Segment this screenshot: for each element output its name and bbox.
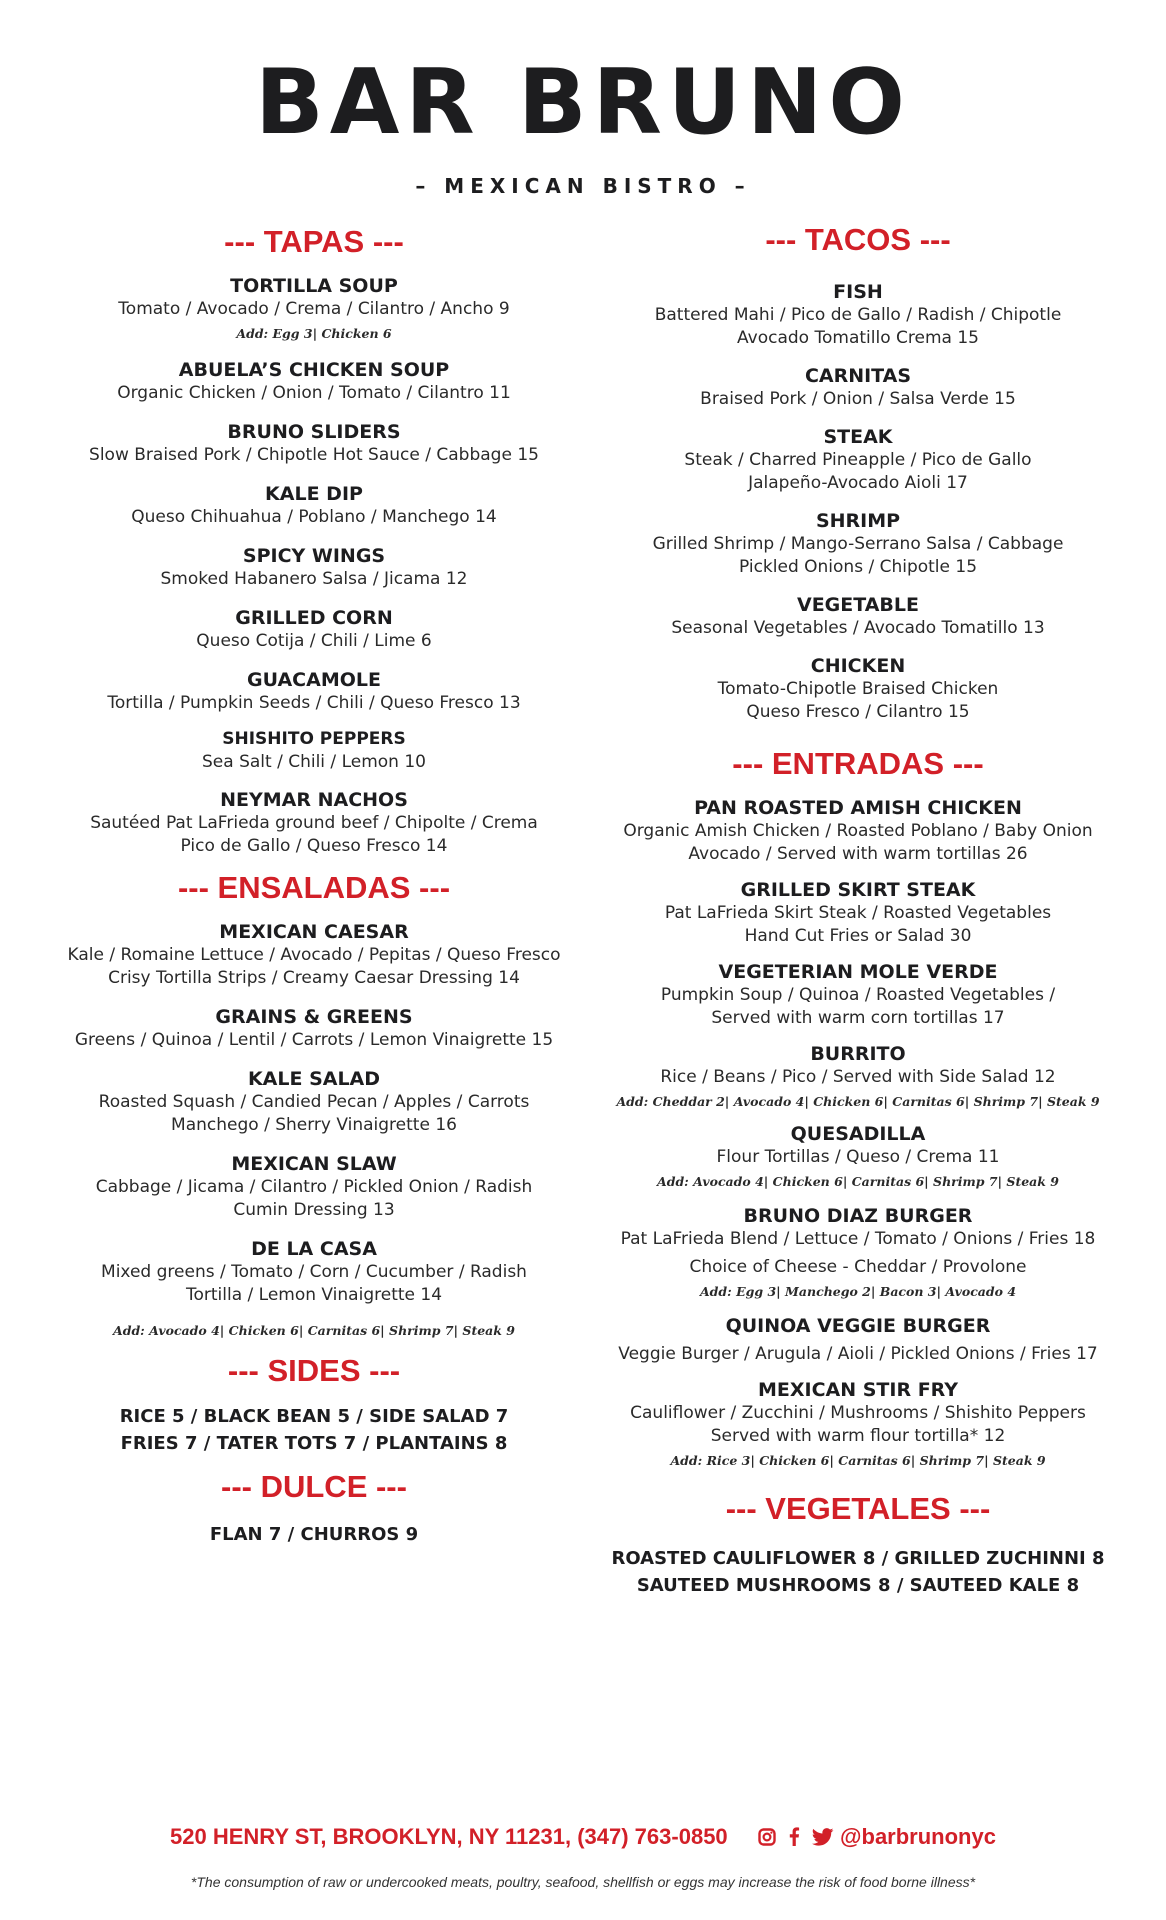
menu-item — [40, 668, 588, 715]
sides-line: RICE 5 / BLACK BEAN 5 / SIDE SALAD 7 — [119, 1406, 509, 1427]
item-name: VEGETERIAN MOLE VERDE — [718, 961, 998, 983]
menu-item — [40, 727, 588, 774]
menu-item — [590, 593, 1126, 640]
menu-item — [590, 1378, 1126, 1471]
item-name: TORTILLA SOUP — [230, 275, 398, 297]
item-name: NEYMAR NACHOS — [220, 789, 408, 811]
item-name: DE LA CASA — [251, 1238, 377, 1260]
menu-item — [590, 878, 1126, 948]
item-description: Tortilla / Lemon Vinaigrette 14 — [185, 1285, 443, 1305]
item-addons: Add: Avocado 4| Chicken 6| Carnitas 6| Shrimp 7| Steak 9 — [657, 1174, 1059, 1189]
item-name: MEXICAN CAESAR — [219, 921, 409, 943]
item-name: QUINOA VEGGIE BURGER — [725, 1315, 991, 1337]
item-name: GRILLED SKIRT STEAK — [740, 879, 976, 901]
item-name: MEXICAN SLAW — [231, 1153, 397, 1175]
item-name: SPICY WINGS — [242, 545, 386, 567]
item-description: Queso Cotija / Chili / Lime 6 — [196, 631, 432, 651]
facebook-icon[interactable] — [788, 1826, 800, 1852]
menu-item — [40, 788, 588, 858]
menu-item — [40, 1152, 588, 1222]
item-name: KALE SALAD — [247, 1068, 381, 1090]
section-title-ensaladas: --- ENSALADAS --- — [177, 870, 451, 905]
menu-item — [590, 1122, 1126, 1192]
item-name: MEXICAN STIR FRY — [757, 1379, 959, 1401]
item-description: Served with warm corn tortillas 17 — [711, 1008, 1005, 1028]
item-description: Seasonal Vegetables / Avocado Tomatillo 13 — [671, 618, 1045, 638]
section-title-tapas: --- TAPAS --- — [224, 224, 404, 259]
menu-item — [40, 920, 588, 990]
menu-item — [590, 280, 1126, 350]
right-column — [590, 222, 1126, 1599]
menu-item — [590, 509, 1126, 579]
item-addons: Add: Rice 3| Chicken 6| Carnitas 6| Shrimp 7| Steak 9 — [670, 1453, 1046, 1468]
item-description: Flour Tortillas / Queso / Crema 11 — [716, 1147, 1000, 1167]
left-column — [40, 224, 588, 1548]
item-name: CARNITAS — [804, 365, 912, 387]
menu-item — [40, 1005, 588, 1052]
menu-item — [40, 544, 588, 591]
item-name: VEGETABLE — [796, 594, 919, 616]
item-description: Pat LaFrieda Skirt Steak / Roasted Vegetables — [664, 903, 1052, 923]
menu-item — [590, 796, 1126, 866]
menu-item — [590, 654, 1126, 724]
item-description: Roasted Squash / Candied Pecan / Apples / Carrots — [98, 1092, 530, 1112]
item-description: Pickled Onions / Chipotle 15 — [738, 557, 978, 577]
menu-item — [40, 1237, 588, 1307]
item-description: Choice of Cheese - Cheddar / Provolone — [689, 1257, 1027, 1277]
menu-item — [590, 425, 1126, 495]
menu-item — [590, 1314, 1126, 1366]
item-name: KALE DIP — [265, 483, 363, 505]
section-title-vegetales: --- VEGETALES --- — [725, 1491, 991, 1526]
item-description: Mixed greens / Tomato / Corn / Cucumber / Radish — [101, 1262, 527, 1282]
food-safety-disclaimer: *The consumption of raw or undercooked meats, poultry, seafood, shellfish or eggs may increase the risk of food borne illness* — [190, 1874, 976, 1890]
item-name: BRUNO DIAZ BURGER — [743, 1205, 973, 1227]
item-description: Hand Cut Fries or Salad 30 — [744, 926, 972, 946]
item-description: Pumpkin Soup / Quinoa / Roasted Vegetables / — [660, 985, 1056, 1005]
item-description: Manchego / Sherry Vinaigrette 16 — [171, 1115, 457, 1135]
item-description: Tortilla / Pumpkin Seeds / Chili / Queso Fresco 13 — [107, 693, 521, 713]
item-name: QUESADILLA — [790, 1123, 926, 1145]
footer-contact — [0, 1824, 1166, 1852]
item-name: BRUNO SLIDERS — [227, 421, 401, 443]
item-description: Cauliflower / Zucchini / Mushrooms / Shishito Peppers — [630, 1403, 1086, 1423]
menu-item — [590, 960, 1126, 1030]
item-description: Cumin Dressing 13 — [233, 1200, 395, 1220]
item-description: Grilled Shrimp / Mango-Serrano Salsa / Cabbage — [652, 534, 1064, 554]
menu-item — [590, 364, 1126, 411]
item-description: Organic Amish Chicken / Roasted Poblano / Baby Onion — [623, 821, 1093, 841]
item-addons: Add: Egg 3| Manchego 2| Bacon 3| Avocado 4 — [699, 1284, 1017, 1299]
menu-item — [40, 482, 588, 529]
item-name: PAN ROASTED AMISH CHICKEN — [694, 797, 1022, 819]
twitter-icon[interactable] — [812, 1826, 834, 1852]
restaurant-subtitle: – MEXICAN BISTRO – — [415, 174, 751, 198]
item-description: Jalapeño-Avocado Aioli 17 — [748, 473, 968, 493]
item-description: Kale / Romaine Lettuce / Avocado / Pepitas / Queso Fresco — [67, 945, 561, 965]
menu-item — [40, 1067, 588, 1137]
item-addons: Add: Egg 3| Chicken 6 — [236, 326, 392, 341]
item-description: Sea Salt / Chili / Lemon 10 — [202, 752, 426, 772]
item-name: GUACAMOLE — [247, 669, 381, 691]
item-name: BURRITO — [810, 1043, 906, 1065]
item-name: CHICKEN — [810, 655, 906, 677]
item-name: STEAK — [823, 426, 893, 448]
item-description: Cabbage / Jicama / Cilantro / Pickled Onion / Radish — [95, 1177, 533, 1197]
item-description: Greens / Quinoa / Lentil / Carrots / Lemon Vinaigrette 15 — [74, 1030, 554, 1050]
menu-item — [590, 1204, 1126, 1302]
item-description: Veggie Burger / Arugula / Aioli / Pickled Onions / Fries 17 — [618, 1344, 1098, 1364]
item-description: Tomato-Chipotle Braised Chicken — [717, 679, 999, 699]
instagram-icon[interactable] — [758, 1826, 776, 1852]
brand-header — [0, 50, 1166, 198]
item-description: Tomato / Avocado / Crema / Cilantro / Ancho 9 — [118, 299, 510, 319]
item-name: GRAINS & GREENS — [215, 1006, 413, 1028]
item-name: SHRIMP — [815, 510, 901, 532]
item-description: Avocado / Served with warm tortillas 26 — [688, 844, 1028, 864]
item-description: Slow Braised Pork / Chipotle Hot Sauce / Cabbage 15 — [89, 445, 539, 465]
dulce-line: FLAN 7 / CHURROS 9 — [209, 1524, 419, 1545]
vegetales-line: ROASTED CAULIFLOWER 8 / GRILLED ZUCHINNI 8 — [611, 1548, 1105, 1569]
item-name: SHISHITO PEPPERS — [222, 729, 406, 749]
item-name: GRILLED CORN — [235, 607, 393, 629]
section-title-sides: --- SIDES --- — [227, 1353, 401, 1388]
item-description: Pat LaFrieda Blend / Lettuce / Tomato / Onions / Fries 18 — [620, 1229, 1096, 1249]
social-icons — [758, 1825, 840, 1852]
item-description: Rice / Beans / Pico / Served with Side Salad 12 — [660, 1067, 1056, 1087]
item-description: Queso Fresco / Cilantro 15 — [746, 702, 970, 722]
restaurant-name: BAR BRUNO — [255, 50, 911, 155]
menu-item — [40, 358, 588, 405]
item-description: Organic Chicken / Onion / Tomato / Cilantro 11 — [117, 383, 511, 403]
item-description: Served with warm flour tortilla* 12 — [710, 1426, 1006, 1446]
vegetales-line: SAUTEED MUSHROOMS 8 / SAUTEED KALE 8 — [636, 1575, 1080, 1596]
item-description: Avocado Tomatillo Crema 15 — [737, 328, 979, 348]
item-description: Steak / Charred Pineapple / Pico de Gallo — [684, 450, 1032, 470]
item-name: FISH — [833, 281, 883, 303]
menu-item — [590, 1042, 1126, 1112]
section-title-tacos: --- TACOS --- — [765, 222, 951, 257]
section-title-dulce: --- DULCE --- — [221, 1469, 407, 1504]
ensaladas-addons: Add: Avocado 4| Chicken 6| Carnitas 6| Shrimp 7| Steak 9 — [113, 1323, 515, 1338]
address: 520 HENRY ST, BROOKLYN, NY 11231, (347) 763-0850 — [170, 1824, 728, 1849]
item-description: Battered Mahi / Pico de Gallo / Radish / Chipotle — [654, 305, 1062, 325]
social-handle[interactable]: @barbrunonyc — [840, 1824, 996, 1849]
item-addons: Add: Cheddar 2| Avocado 4| Chicken 6| Carnitas 6| Shrimp 7| Steak 9 — [616, 1094, 1100, 1109]
item-description: Crisy Tortilla Strips / Creamy Caesar Dressing 14 — [108, 968, 520, 988]
sides-line: FRIES 7 / TATER TOTS 7 / PLANTAINS 8 — [120, 1433, 508, 1454]
item-description: Queso Chihuahua / Poblano / Manchego 14 — [131, 507, 497, 527]
item-name: ABUELA’S CHICKEN SOUP — [178, 359, 450, 381]
menu-item — [40, 420, 588, 467]
section-title-entradas: --- ENTRADAS --- — [732, 746, 984, 781]
menu-item — [40, 274, 588, 344]
item-description: Braised Pork / Onion / Salsa Verde 15 — [700, 389, 1016, 409]
item-description: Sautéed Pat LaFrieda ground beef / Chipolte / Crema — [90, 813, 538, 833]
item-description: Smoked Habanero Salsa / Jicama 12 — [160, 569, 468, 589]
menu-item — [40, 606, 588, 653]
item-description: Pico de Gallo / Queso Fresco 14 — [180, 836, 448, 856]
